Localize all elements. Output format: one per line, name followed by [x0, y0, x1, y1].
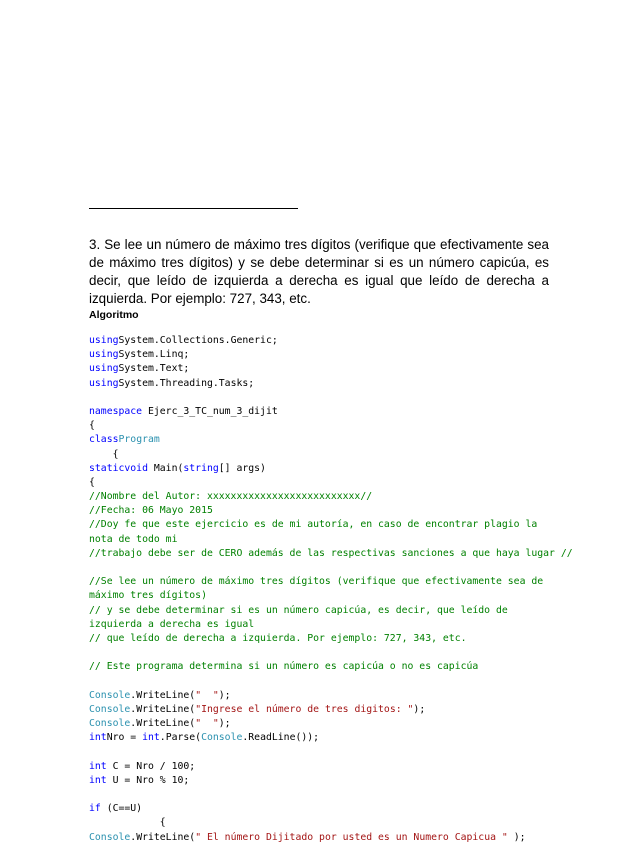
horizontal-rule — [89, 208, 298, 209]
code-comment: //trabajo debe ser de CERO además de las respectivas sanciones a que haya lugar // — [89, 547, 573, 559]
code-line: { — [89, 476, 95, 488]
code-comment: //Se lee un número de máximo tres dígitos (verifique que efectivamente sea de máximo tres dígitos) — [89, 576, 550, 602]
code-line: int U = Nro % 10; — [89, 774, 190, 786]
code-line: Console.WriteLine(" "); — [89, 718, 231, 730]
code-comment: // Este programa determina si un número es capicúa o no es capicúa — [89, 661, 479, 673]
code-line: staticvoid Main(string[] args) — [89, 462, 266, 474]
code-block — [89, 334, 573, 845]
exercise-statement: 3. Se lee un número de máximo tres dígitos (verifique que efectivamente sea de máximo tres dígitos) y se debe determinar si es un número capicúa, es decir, que leído de izquierda a derecha es igual que leído de derecha a izquierda. Por ejemplo: 727, 343, etc. — [89, 237, 549, 306]
code-line: usingSystem.Threading.Tasks; — [89, 377, 255, 389]
code-line: { — [89, 448, 119, 460]
code-line: namespace Ejerc_3_TC_num_3_dijit — [89, 405, 278, 417]
code-line: { — [89, 817, 166, 829]
code-line: int C = Nro / 100; — [89, 760, 196, 772]
code-comment: //Fecha: 06 Mayo 2015 — [89, 505, 213, 517]
code-comment: // que leído de derecha a izquierda. Por ejemplo: 727, 343, etc. — [89, 633, 467, 645]
code-comment: // y se debe determinar si es un número capicúa, es decir, que leído de izquierda a derecha es igual — [89, 604, 514, 630]
algorithm-heading: Algoritmo — [89, 309, 139, 321]
code-line: Console.WriteLine(" El número Dijitado por usted es un Numero Capicua " ); — [89, 831, 526, 843]
code-line: if (C==U) — [89, 803, 143, 815]
code-comment: //Nombre del Autor: xxxxxxxxxxxxxxxxxxxxxxxxxx// — [89, 491, 373, 503]
code-line: usingSystem.Linq; — [89, 349, 190, 361]
code-line: usingSystem.Text; — [89, 363, 190, 375]
code-line: Console.WriteLine("Ingrese el número de tres digitos: "); — [89, 703, 426, 715]
code-comment: //Doy fe que este ejercicio es de mi autoría, en caso de encontrar plagio la nota de todo mi — [89, 519, 544, 545]
code-line: usingSystem.Collections.Generic; — [89, 335, 278, 346]
code-line: classProgram — [89, 434, 160, 446]
code-line: intNro = int.Parse(Console.ReadLine()); — [89, 732, 320, 744]
code-line: Console.WriteLine(" "); — [89, 689, 231, 701]
code-line: { — [89, 420, 95, 432]
